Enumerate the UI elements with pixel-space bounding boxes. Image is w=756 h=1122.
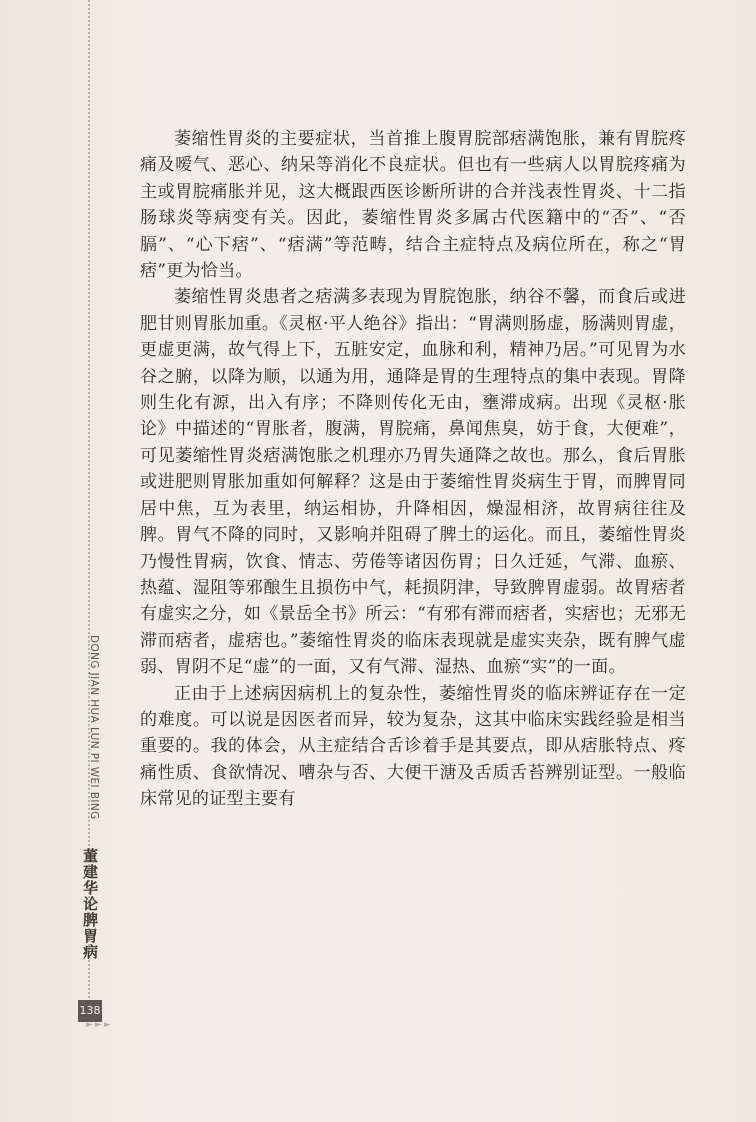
page-arrows-icon: ►►►: [86, 1020, 113, 1030]
running-header-book-title: 董建华论脾胃病: [81, 848, 99, 960]
paragraph-3: 正由于上述病因病机上的复杂性，萎缩性胃炎的临床辨证存在一定的难度。可以说是因医者而异，较为复杂，这其中临床实践经验是相当重要的。我的体会，从主症结合舌诊着手是其要点，即从痞胀特点、疼痛性质、食欲情况、嘈杂与否、大便干溏及舌质舌苔辨别证型。一般临床常见的证型主要有: [140, 683, 686, 810]
paragraph-2: 萎缩性胃炎患者之痞满多表现为胃脘饱胀，纳谷不馨，而食后或进肥甘则胃胀加重。《灵枢·平人绝谷》指出：“胃满则肠虚，肠满则胃虚，更虚更满，故气得上下，五脏安定，血脉和利，精神乃居。”可见胃为水谷之腑，以降为顺，以通为用，通降是胃的生理特点的集中表现。胃降则生化有源，出入有序；不降则传化无由，壅滞成病。出现《灵枢·胀论》中描述的“胃胀者，腹满，胃脘痛，鼻闻焦臭，妨于食，大便难”，可见萎缩性胃炎痞满饱胀之机理亦乃胃失通降之故也。那么，食后胃胀或进肥则胃胀加重如何解释？这是由于萎缩性胃炎病生于胃，而脾胃同居中焦，互为表里，纳运相协，升降相因，燥湿相济，故胃病往往及脾。胃气不降的同时，又影响并阻碍了脾土的运化。而且，萎缩性胃炎乃慢性胃病，饮食、情志、劳倦等诸因伤胃；日久迁延，气滞、血瘀、热蕴、湿阻等邪酿生且损伤中气，耗损阴津，导致脾胃虚弱。故胃痞者有虚实之分，如《景岳全书》所云：“有邪有滞而痞者，实痞也；无邪无滞而痞者，虚痞也。”萎缩性胃炎的临床表现就是虚实夹杂，既有脾气虚弱、胃阴不足“虚”的一面，又有气滞、湿热、血瘀“实”的一面。: [140, 287, 686, 678]
running-header-pinyin: DONG JIAN HUA LUN PI WEI BING: [88, 635, 100, 820]
paragraph-1: 萎缩性胃炎的主要症状，当首推上腹胃脘部痞满饱胀，兼有胃脘疼痛及嗳气、恶心、纳呆等消化不良症状。但也有一些病人以胃脘疼痛为主或胃脘痛胀并见，这大概跟西医诊断所讲的合并浅表性胃炎、十二指肠球炎等病变有关。因此，萎缩性胃炎多属古代医籍中的“否”、“否膈”、“心下痞”、“痞满”等范畴，结合主症特点及病位所在，称之“胃痞”更为恰当。: [140, 129, 686, 282]
page-number: 138: [78, 1000, 102, 1022]
body-text: [140, 126, 686, 813]
